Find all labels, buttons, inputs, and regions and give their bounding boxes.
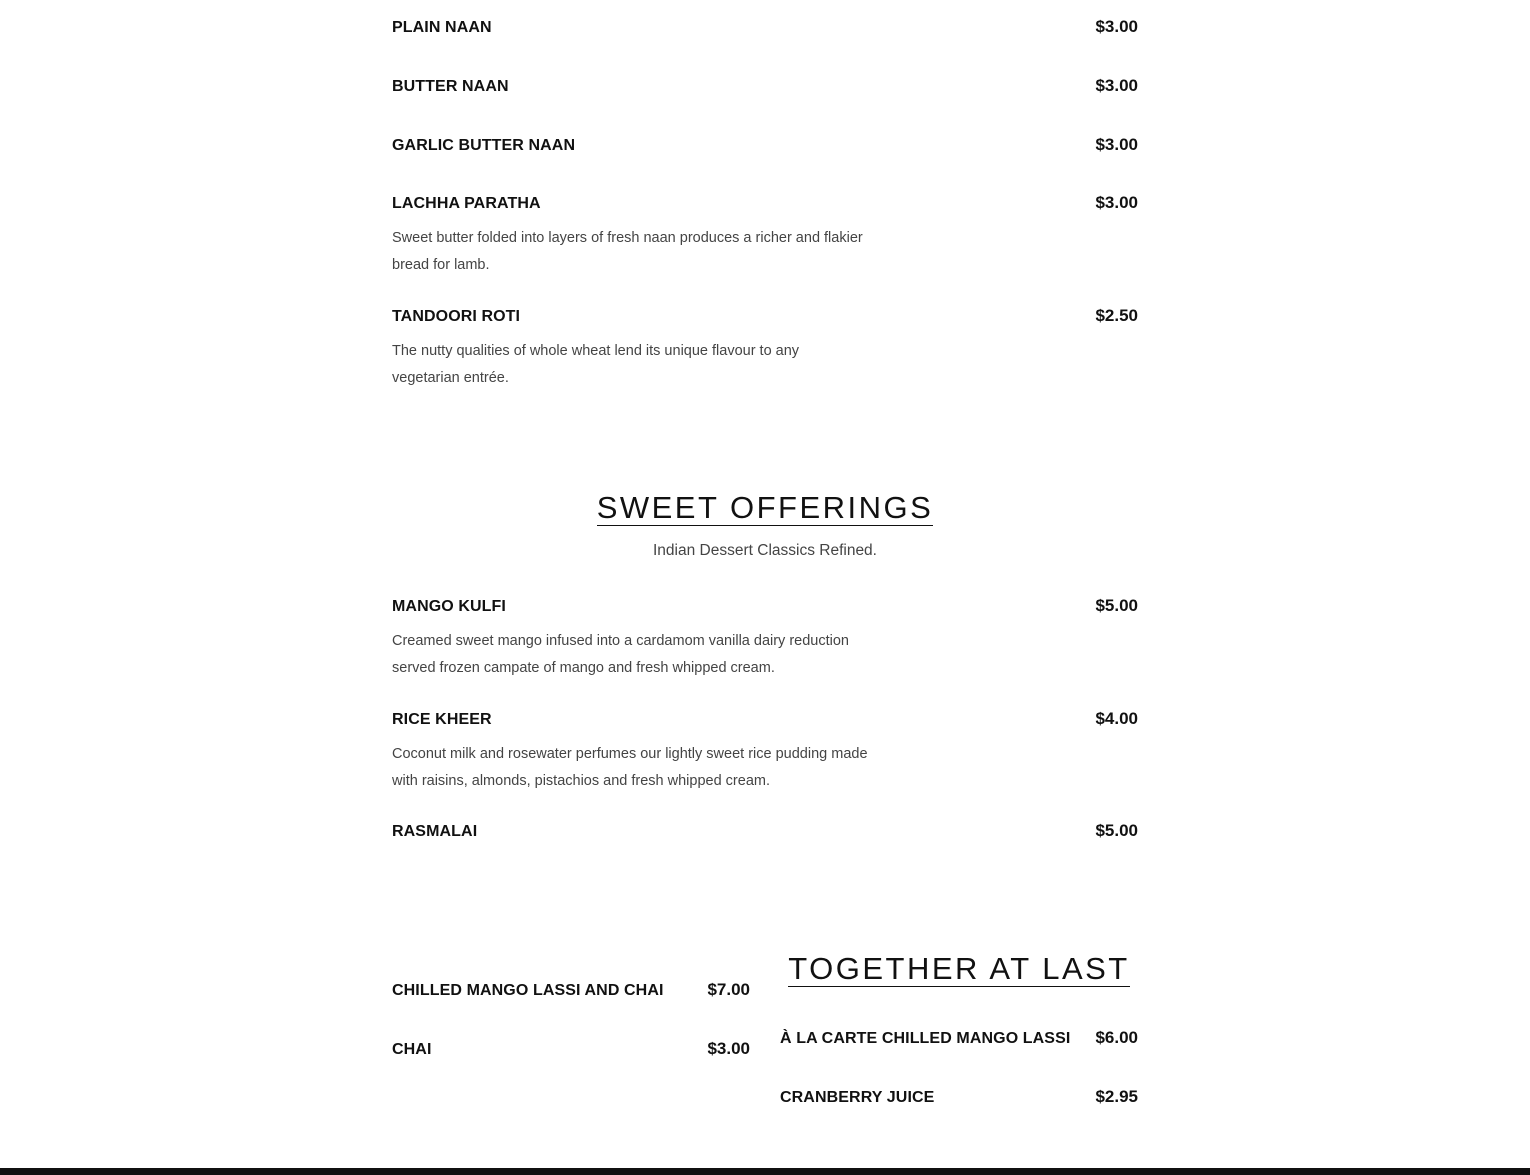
menu-item-tandoori-roti	[392, 306, 1138, 392]
menu-item-name: CHILLED MANGO LASSI AND CHAI	[392, 982, 664, 999]
menu-item-price: $6.00	[1095, 1028, 1138, 1047]
menu-item-lachha-paratha	[392, 193, 1138, 279]
menu-item-price: $3.00	[1095, 76, 1138, 95]
menu-item-price: $3.00	[1095, 17, 1138, 36]
menu-item-description: The nutty qualities of whole wheat lend its unique flavour to any vegetarian entrée.	[392, 343, 800, 386]
menu-item-name: MANGO KULFI	[392, 598, 506, 615]
menu-item-price: $7.00	[707, 980, 750, 999]
menu-item-lassi-and-chai	[392, 980, 750, 1000]
menu-item-description: Sweet butter folded into layers of fresh naan produces a richer and flakier bread for lamb.	[392, 230, 863, 273]
menu-item-price: $3.00	[1095, 193, 1138, 212]
menu-item-name: RICE KHEER	[392, 711, 492, 728]
menu-item-price: $5.00	[1095, 596, 1138, 615]
menu-item-name: À LA CARTE CHILLED MANGO LASSI	[780, 1030, 1071, 1047]
menu-item-plain-naan	[392, 17, 1138, 37]
menu-item-rice-kheer	[392, 709, 1138, 795]
menu-item-mango-kulfi	[392, 596, 1138, 682]
menu-item-price: $2.95	[1095, 1087, 1138, 1106]
menu-item-name: TANDOORI ROTI	[392, 308, 521, 325]
menu-item-chai	[392, 1039, 750, 1059]
menu-item-name: CHAI	[392, 1041, 432, 1058]
menu-item-name: RASMALAI	[392, 823, 478, 840]
menu-item-a-la-carte-lassi	[780, 1028, 1138, 1048]
menu-item-price: $3.00	[1095, 135, 1138, 154]
footer-bar	[0, 1168, 1530, 1175]
section-subtitle: Indian Dessert Classics Refined.	[653, 542, 877, 559]
menu-item-price: $3.00	[707, 1039, 750, 1058]
section-title-sweet-offerings	[392, 490, 1138, 526]
section-title-text: SWEET OFFERINGS	[596, 490, 934, 525]
section-title-text: TOGETHER AT LAST	[788, 951, 1130, 986]
menu-item-rasmalai	[392, 821, 1138, 841]
menu-item-name: GARLIC BUTTER NAAN	[392, 137, 576, 154]
menu-item-butter-naan	[392, 76, 1138, 96]
menu-item-name: CRANBERRY JUICE	[780, 1089, 935, 1106]
menu-item-description: Creamed sweet mango infused into a cardamom vanilla dairy reduction served frozen campate of mango and fresh whipped cream.	[392, 633, 849, 676]
menu-item-name: BUTTER NAAN	[392, 78, 509, 95]
menu-item-price: $2.50	[1095, 306, 1138, 325]
section-title-together-at-last	[780, 951, 1138, 987]
menu-item-price: $5.00	[1095, 821, 1138, 840]
menu-item-name: LACHHA PARATHA	[392, 195, 541, 212]
menu-item-cranberry-juice	[780, 1087, 1138, 1107]
menu-item-garlic-butter-naan	[392, 135, 1138, 155]
menu-item-price: $4.00	[1095, 709, 1138, 728]
menu-item-name: PLAIN NAAN	[392, 19, 492, 36]
menu-item-description: Coconut milk and rosewater perfumes our lightly sweet rice pudding made with raisins, almonds, pistachios and fresh whipped cream.	[392, 746, 868, 789]
